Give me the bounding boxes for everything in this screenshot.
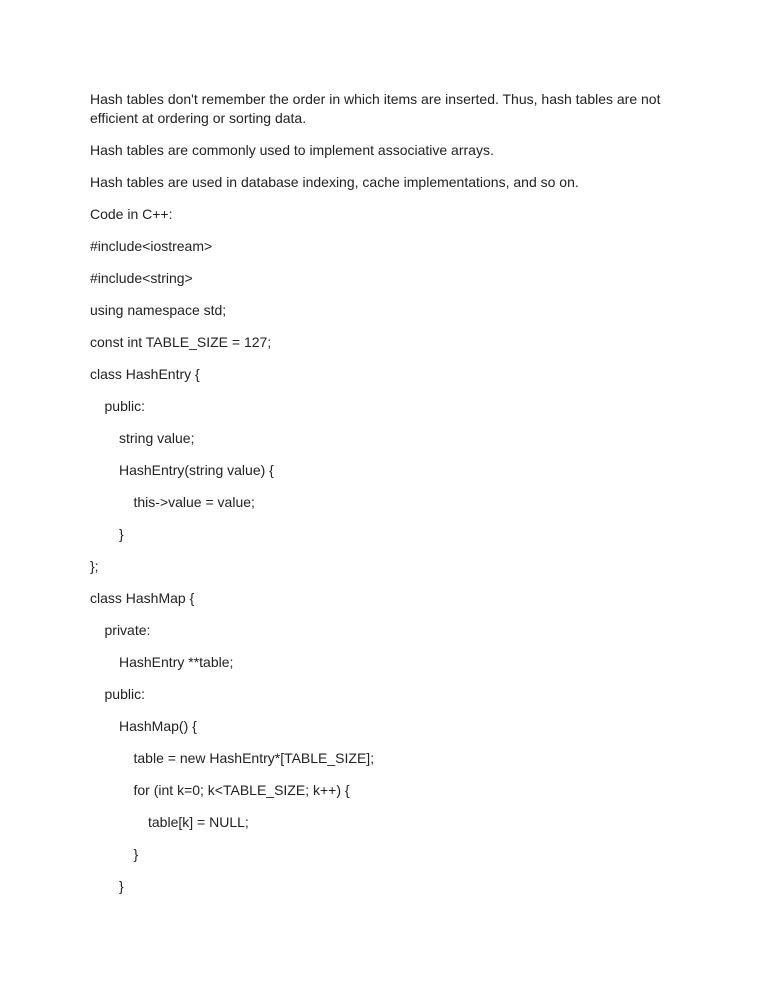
code-line: HashEntry **table; — [119, 654, 234, 670]
code-line: #include<string> — [90, 270, 193, 286]
code-line: }; — [90, 558, 99, 574]
paragraph: Hash tables are used in database indexing, cache implementations, and so on. — [90, 174, 579, 190]
code-line: public: — [104, 398, 145, 414]
code-line: using namespace std; — [90, 302, 227, 318]
code-line: #include<iostream> — [90, 238, 213, 254]
code-line: table = new HashEntry*[TABLE_SIZE]; — [133, 750, 375, 766]
code-line: this->value = value; — [133, 494, 255, 510]
code-line: HashEntry(string value) { — [119, 462, 274, 478]
code-line: const int TABLE_SIZE = 127; — [90, 334, 272, 350]
paragraph: Hash tables are commonly used to implement associative arrays. — [90, 142, 494, 158]
code-line: } — [119, 526, 124, 542]
code-heading: Code in C++: — [90, 206, 173, 222]
code-line: HashMap() { — [119, 718, 197, 734]
code-line: class HashEntry { — [90, 366, 200, 382]
code-line: public: — [104, 686, 145, 702]
code-line: for (int k=0; k<TABLE_SIZE; k++) { — [133, 782, 350, 798]
paragraph: Hash tables don't remember the order in which items are inserted. Thus, hash tables are not efficient at ordering or sorting data. — [90, 91, 665, 126]
document-page — [90, 90, 690, 909]
code-line: string value; — [119, 430, 195, 446]
code-line: } — [119, 878, 124, 894]
code-line: private: — [104, 622, 151, 638]
code-line: } — [133, 846, 139, 862]
code-line: table[k] = NULL; — [148, 814, 249, 830]
code-line: class HashMap { — [90, 590, 195, 606]
